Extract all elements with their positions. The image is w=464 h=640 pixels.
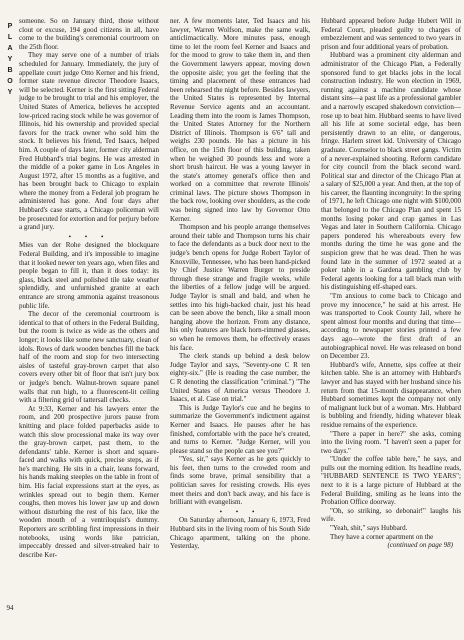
page-number: 94 [6, 604, 14, 612]
paragraph: This is Judge Taylor's cue and he begins to summarize the Government's indictment against Kerner and Isaacs. He pauses after he has finished, comfortable with the pace he's created, and turns to Kerner. "Judge Kerner, will you please stand so the people can see you?" [170, 403, 310, 455]
paragraph: They have a corner apartment on the [330, 532, 434, 541]
paragraph: They may serve one of a number of trials scheduled for January. Immediately, the jury of appellate court judge Otto Kerner and his friend, former state revenue director Theodore Isaacs, will be selected. Kerner is the first sitting Federal judge to be brought to trial and his employer, the United States of America, believes he accepted low-priced racing stock while he was governor of Illinois, hid his ownership and provided special favors for the track owner who sold him the stock. It believes his friend, Ted Isaacs, helped him. A couple of days later, former city alderman Fred Hubbard's trial begins. He was arrested in the middle of a poker game in Los Angeles in August 1972, after 15 months as a fugitive, and has been brought back to Chicago to explain where the money from a Federal job program he administered has gone. And four days after Hubbard's case starts, a Chicago policeman will be prosecuted for extortion and for perjury before a grand jury. [19, 51, 159, 232]
paragraph: Thompson and his people arrange themselves around their table and Thompson turns his chair to face the defendants as a buck door next to the judge's bench opens for Judge Robert Taylor of Knoxville, Tennessee, who has been hand-picked by Chief Justice Warren Burger to preside through these strange and fragile weeks, while the liberties of a fellow judge will be argued. Judge Taylor is small and bald, and when he settles into his high-backed chair, just his head can be seen above the bench, like a small moon hanging above the horizon. From any distance, his only features are black horn-rimmed glasses, so when he removes them, he effectively erases his face. [170, 223, 310, 352]
sidebar-letter: O [7, 78, 13, 85]
paragraph: Hubbard appeared before Judge Hubert Will in Federal Court, pleaded guilty to charges of embezzlement and was sentenced to two years in prison and four additional years of probation. [321, 17, 461, 51]
continued-note: (continued on page 98) [387, 541, 453, 550]
paragraph: Hubbard's wife, Annette, sips coffee at their kitchen table. She is an attorney with Hubbard's lawyer and has stayed with her husband since his return from that 15-month disappearance, when Hubbard sometimes kept the company not only of malignant luck but of a woman. Mrs. Hubbard is bubbling and friendly, hiding whatever bleak residue remains of the experience. [321, 360, 461, 429]
section-separator: • • • [68, 232, 110, 241]
paragraph: "Under the coffee table here," he says, and pulls out the morning edition. Its headline reads, "HUBBARD SENTENCE IS TWO YEARS"; next to it is a large picture of Hubbard at the Federal Building, smiling as he leans into the Probation Office doorway. [321, 455, 461, 507]
paragraph: someone. So on January third, those without clout or excuse, 194 good citizens in all, have come to the building's ceremonial courtroom on the 25th floor. [19, 17, 159, 51]
sidebar-letter: P [7, 23, 13, 30]
paragraph: The decor of the ceremonial courtroom is identical to that of others in the Federal Building, but the room is twice as wide as the others and longer; it looks like some new sanctuary, clean of idols. Rows of dark wooden benches fill the back half of the room and stop for two intersecting aisles of tasteful gray-brown carpet that also covers every other bit of floor that isn't jury box or judge's bench. Walnut-brown square panel walls that run high, to a fluorescent-lit ceiling with a filtering grid of tattersall checks. [19, 310, 159, 405]
paragraph: "Yeah, shit," says Hubbard. [330, 524, 408, 533]
sidebar-letter: L [7, 34, 13, 41]
paragraph: "Yes, sir," says Kerner as he gets quickly to his feet, then turns to the crowded room and finds some brave, primal sensibility that a politician saves for resisting crowds. His eyes meet theirs and don't back away, and his face is brilliant with evangelism. [170, 455, 310, 507]
paragraph: On Saturday afternoon, January 6, 1973, Fred Hubbard sits in the living room of his South Side Chicago apartment, talking on the phone. Yesterday, [170, 516, 310, 551]
paragraph: Mies van der Rohe designed the blockquare Federal Building, and it's impossible to imagine that it looked newer ten years ago, when files and people began to fill it, than it does today: its glass, black steel and polished tile take weather splendidly, and unfurnished granite at each entrance are strong ammonia against treasonous public life. [19, 241, 159, 310]
paragraph: The clerk stands up behind a desk below Judge Taylor and says, "Seventy-one C R ten eighty-six." (He is reading the case number, the C R denoting the classification "criminal.") "The United States of America versus Theodore J. Isaacs, et al. Case on trial." [170, 352, 310, 404]
paragraph: "There a paper in here?" she asks, coming into the living room. "I haven't seen a paper for two days." [321, 429, 461, 455]
article-column-1 [19, 17, 159, 639]
sidebar-letter: Y [7, 89, 13, 96]
section-separator: • • • [219, 507, 261, 516]
paragraph: At 9:33, Kerner and his lawyers enter the room, and 200 prospective jurors pause from knitting and place folded paperbacks aside to watch this slow processional make its way over the gray-brown carpet, past them, to the defendants' table. Kerner is short and square-faced and walks with quick, precise steps, as if he's marching. He sits in a chair, leans forward, his hands making steeples on the table in front of him. His facial expressions start at the eyes, as wrinkles spread out to begin them. Kerner coughs, then moves his lower jaw up and down without disturbing the rest of his face, like the wooden mouth of a ventriloquist's dummy. Reporters are scribbling first impressions in their notebooks, using words like patrician, impeccably dressed and silver-streaked hair to describe Ker- [19, 404, 159, 559]
magazine-name-vertical [3, 22, 17, 99]
article-column-3 [321, 17, 461, 639]
paragraph: "Oh, so striking, so debonair!" laughs his wife. [321, 506, 461, 524]
article-body [19, 17, 461, 639]
sidebar-letter: A [7, 45, 13, 52]
sidebar-letter: B [7, 67, 13, 74]
paragraph: ner. A few moments later, Ted Isaacs and his lawyer, Warren Wolfson, make the same walk, anticlimactically. More minutes pass, enough time to let the room feel Kerner and Isaacs and for the mood to grow to take them in, and then the Government lawyers appear, moving down the opposite aisle; you get the feeling that the timing and placement of these entrances had been rehearsed the night before. Besides lawyers, the United States is represented by Internal Revenue Service agents and an accountant. Leading them into the room is James Thompson, the United States Attorney for the Northern District of Illinois. Thompson is 6'6" tall and weighs 230 pounds. He has a picture in his office, on the 15th floor of this building, taken when he weighed 30 pounds less and wore a short brush haircut. He was a young lawyer in the state's attorney general's office then and worked on a committee that rewrote Illinois' criminal laws. The picture shows Thompson in the back row, looking over shoulders, as the code was being signed into law by Governor Otto Kerner. [170, 17, 310, 223]
sidebar-letter: Y [7, 56, 13, 63]
paragraph: Hubbard was a prominent city alderman and administrator of the Chicago Plan, a Federally sponsored fund to get blacks jobs in the local construction industry. He won election in 1969, running against a machine candidate whose distant sins—a past life as a professional gambler and a narrowly escaped shakedown conviction—rose up to beat him. Hubbard seems to have lived all his life at some societal edge, has been persistently drawn to an elite, or dangerous, fringe. Harlem street kid. University of Chicago graduate. Counselor to black street gangs. Victim of a never-explained shooting. Reform candidate for city council from the black second ward. Political star and director of the Chicago Plan at a salary of $25,000 a year. And then, at the top of his career, the flaunting incongruity: In the spring of 1971, he left Chicago one night with $100,000 that belonged to the Chicago Plan and spent 15 months losing poker and crap games in Las Vegas and later in Southern California. Chicago papers pondered his whereabouts every few months during the time he was gone and the suspicion grew that he was dead. Then he was found late in the summer of 1972 seated at a poker table in a Gardena gambling club by Federal agents looking for a tall black man with his distinguishing elf-shaped ears. [321, 51, 461, 292]
article-column-2 [170, 17, 310, 639]
paragraph: "I'm anxious to come back to Chicago and prove my innocence," he said at his arrest. He was transported to Cook County Jail, where he spent almost four months and during that time—according to newspaper stories printed a few days ago—wrote the first draft of an autobiographical novel. He was released on bond on December 23. [321, 292, 461, 361]
